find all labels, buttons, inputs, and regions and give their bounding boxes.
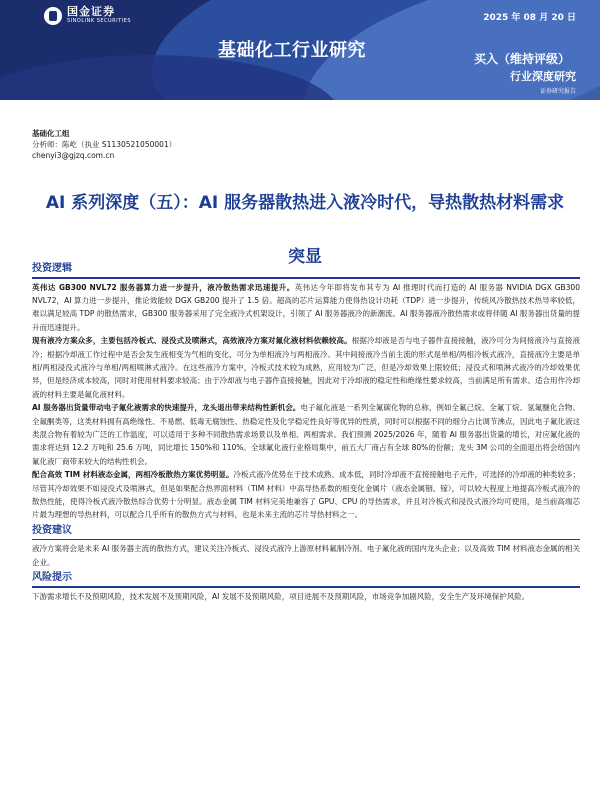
paragraph-lead: 英伟达 GB300 NVL72 服务器算力进一步提升，液冷散热需求迅速提升。 [32, 282, 295, 292]
section-heading-risk: 风险提示 [32, 572, 72, 584]
report-type: 行业深度研究 [510, 70, 576, 83]
section-heading-logic: 投资逻辑 [32, 263, 72, 274]
paragraph: 下游需求增长不及预期风险，技术发展不及预期风险，AI 发展不及预期风险，项目进展不及预期风险，市场竞争加剧风险，安全生产及环境保护风险。 [32, 591, 530, 601]
paragraph [32, 281, 580, 335]
section-divider [32, 277, 580, 279]
logo-mark-icon [44, 7, 62, 25]
industry-title: 基础化工行业研究 [218, 40, 366, 61]
section-heading-advice: 投资建议 [32, 524, 72, 536]
company-logo [44, 6, 131, 25]
section-divider [32, 539, 580, 541]
report-subtitle: 证券研究报告 [539, 88, 576, 95]
report-body [32, 262, 580, 603]
paragraph-lead: AI 服务器出货量带动电子氟化液需求的快速提升，龙头退出带来结构性新机会。 [32, 403, 301, 413]
paragraph [32, 468, 580, 522]
paragraph: 液冷方案将会是未来 AI 服务器主流的散热方式，建议关注冷板式、浸没式液冷上游原材料氟制冷剂、电子氟化液的国内龙头企业；以及高效 TIM 材料液态金属的相关企业。 [32, 544, 580, 567]
paragraph-text: 电子氟化液是一系列全氟碳化物的总称，例如全氟己烷、全氟丁烷、氢氟醚化合物、全氟酮类等，这类材料拥有高绝缘性、不易燃、低毒无腐蚀性、热稳定性及化学稳定性良好等优异的性质，同时可以根据不同的细分占比调节沸点，因此电子氟化液这类混合物有着较为广泛的工作温度，可以适用于多种不同散热需求场景以及单相、两相需求。我们预测 2025/2026 年，随着 AI 服务器出货量的增长，对应氟化液的需求将达到 12.2 万吨和 25.6 万吨，同比增长 150%和 110%。全球氟化液行业格局集中，前五大厂商占有全球 80%的份额；龙头 3M 公司的全面退出将会给国内氟化液厂商带来较大的结构性机会。 [32, 403, 580, 466]
report-title: AI 系列深度（五）：AI 服务器散热进入液冷时代，导热散热材料需求突显 [45, 193, 565, 267]
paragraph [32, 334, 580, 401]
section-divider [32, 586, 580, 588]
logo-name-en: SINOLINK SECURITIES [67, 18, 131, 24]
paragraph-lead: 现有液冷方案众多，主要包括冷板式、浸没式及喷淋式，高效液冷方案对氟化液材料依赖较高。 [32, 336, 352, 346]
author-block [32, 128, 176, 161]
report-date: 2025 年 08 月 20 日 [483, 13, 576, 23]
paragraph-text: 冷板式液冷优势在于技术成熟、成本低，同时冷却液不直接接触电子元件，可选择的冷却液的种类较多；尽管其冷却效果不如浸没式及喷淋式，但是如果配合热界面材料（TIM 材料）中高导热系数的相变化金属片（液态金属铟、镓），可以较大程度上地提高冷板式液冷的散热性能，使得冷板式液冷散热综合优势十分明显。液态金属 TIM 材料完美地兼容了 GPU、CPU 的导热需求，并且对冷板式和浸没式液冷均可使用，是当前高端芯片最为理想的导热材料，可以配合几乎所有的散热方式与材料，也是未来主流的芯片导热材料之一。 [32, 470, 581, 520]
paragraph-text: 根据冷却液是否与电子器件直接接触，液冷可分为间接液冷与直接液冷；根据冷却液工作过程中是否会发生液相变为气相的变化，可分为单相液冷与两相液冷。其中间接液冷当前主流的形式是单相/两相冷板式液冷，直接液冷主要是单相/两相浸没式液冷与单相/两相喷淋式液冷。在这些液冷方案中，冷板式技术较为成熟，应用较为广泛，但是冷却效果上限较低；浸没式和喷淋式液冷的冷却效果优异，但是经济成本较高，同时对使用材料要求较高；由于冷却液与电子器件直接接触，因此对于冷却液的稳定性和绝缘性要求较高，当前满足所有需求、适合用作冷却液的材料主要是氟化液材料。 [32, 336, 581, 399]
author-group: 基础化工组 [32, 129, 70, 138]
author-analyst: 分析师：陈屹（执业 S1130521050001） [32, 140, 177, 149]
logo-name-cn: 国金证券 [67, 5, 115, 18]
paragraph-text: 英伟达今年即将发布其专为 AI 推理时代而打造的 AI 服务器 NVIDIA DGX GB300 NVL72，AI 算力进一步提升，推论效能较 DGX GB200 提升了 1.5 倍。超高的芯片运算能力使得热设计功耗（TDP）进一步提升，传统风冷散热技术热导率较低，难以满足较高 TDP 的散热需求，GB300 服务器采用了完全液冷式机架设计，引领了 AI 服务器液冷的新潮流。AI 服务器液冷散热需求或将伴随 AI 服务器出货量的提升而迅速提升。 [32, 282, 580, 332]
paragraph-lead: 配合高效 TIM 材料液态金属，两相冷板散热方案优势明显。 [32, 470, 234, 480]
author-email: chenyi3@gjzq.com.cn [32, 151, 115, 160]
header-banner [0, 0, 600, 100]
paragraph [32, 401, 580, 468]
rating-badge: 买入（维持评级） [473, 52, 570, 66]
